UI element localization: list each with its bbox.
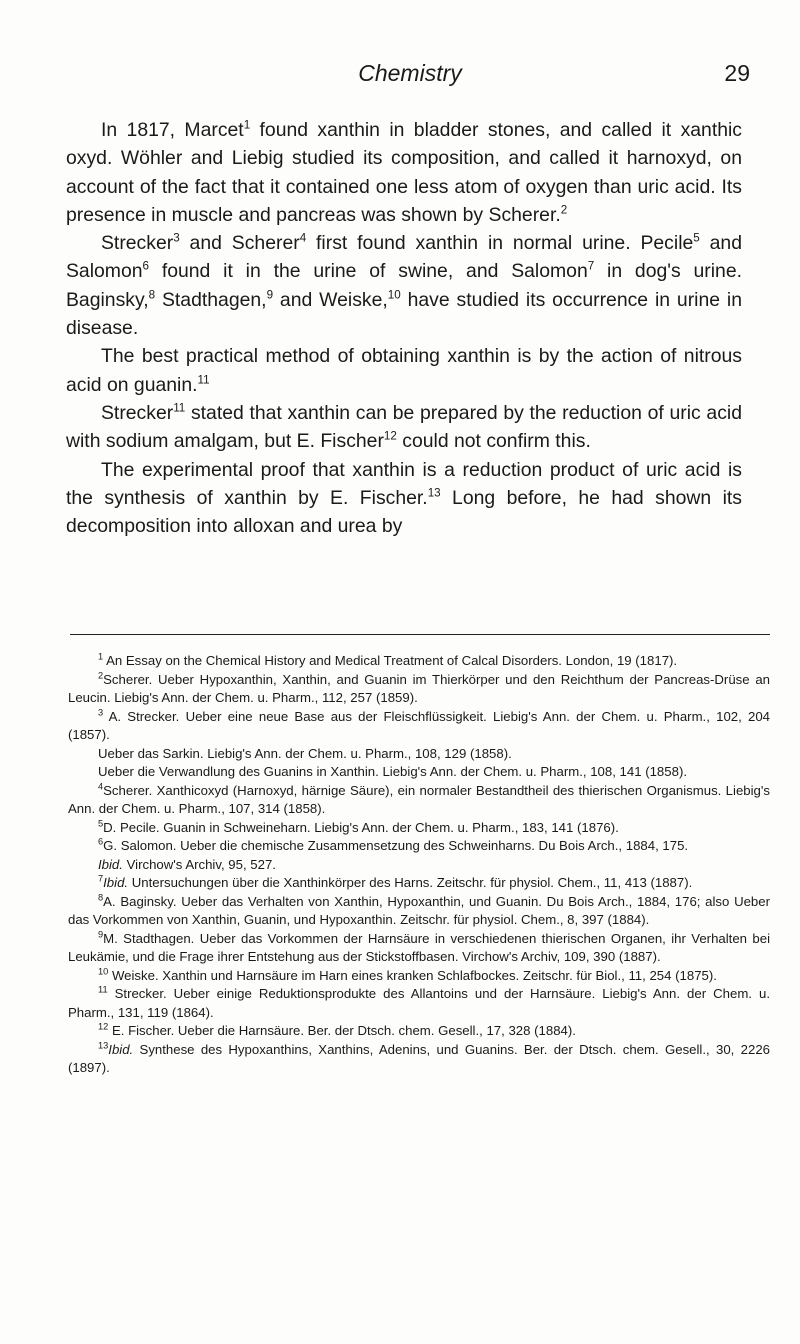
footnote-ref: 6 [142, 260, 149, 274]
footnote: $^5$D. Pecile. Guanin in Schweineharn. Liebig's Ann. der Chem. u. Pharm., 183, 141 (1876). [98, 818, 619, 835]
footnote: Ibid. Virchow's Archiv, 95, 527. [98, 856, 276, 872]
footnote-ref: 2 [560, 203, 568, 217]
footnote: $^6$G. Salomon. Ueber die chemische Zusammensetzung des Schweinharns. Du Bois Arch., 1884, 175. [98, 836, 689, 853]
footnote-ref: 7 [587, 260, 595, 274]
footnotes [68, 652, 770, 1078]
footnote-ref: 8 [148, 288, 156, 302]
footnote-ref: 10 [387, 288, 401, 302]
footnote-ref: 13 [427, 486, 441, 500]
footnote: $^4$Scherer. Xanthicoxyd (Harnoxyd, härnige Säure), ein normaler Bestandtheil des thierischen Organismus. Liebig's Ann. der Chem. u. Pharm., 107, 314 (1858). [68, 781, 770, 816]
footnote: $^3$ A. Strecker. Ueber eine neue Base aus der Fleischflüssigkeit. Liebig's Ann. der Chem. u. Pharm., 102, 204 (1857). [68, 707, 770, 742]
footnote: $^8$A. Baginsky. Ueber das Verhalten von Xanthin, Hypoxanthin, und Guanin. Du Bois Arch., 1884, 176; also Ueber das Vorkommen von Xanthin, Guanin, und Hypoxanthin. Zeitschr. für physiol. Chem., 8, 397 (1884). [68, 892, 770, 927]
footnote-ref: 11 [197, 373, 210, 387]
paragraph: Strecker$^{11}$ stated that xanthin can be prepared by the reduction of uric acid with sodium amalgam, but E. Fischer$^{12}$ could not confirm this. [66, 401, 742, 453]
footnote: $^9$M. Stadthagen. Ueber das Vorkommen der Harnsäure in verschiedenen thierischen Organen, ihr Verhalten bei Leukämie, und die Frage ihrer Entstehung aus der Stickstoffbasen. Virchow's Archiv, 109, 390 (1887). [68, 929, 770, 964]
footnote: Ueber das Sarkin. Liebig's Ann. der Chem. u. Pharm., 108, 129 (1858). [98, 745, 512, 761]
footnote: $^{11}$ Strecker. Ueber einige Reduktionsprodukte des Allantoins und der Harnsäure. Liebig's Ann. der Chem. u. Pharm., 131, 119 (1864). [68, 984, 770, 1020]
footnote-ref: 5 [693, 231, 700, 245]
footnote: $^7$Ibid. Untersuchungen über die Xanthinkörper des Harns. Zeitschr. für physiol. Chem., 11, 413 (1887). [98, 873, 693, 890]
footnote-ref: 12 [383, 429, 397, 443]
paragraph: In 1817, Marcet$^1$ found xanthin in bladder stones, and called it xanthic oxyd. Wöhler and Liebig studied its composition, and called it harnoxyd, on account of the fact that it contained one less atom of oxygen than uric acid. Its presence in muscle and pancreas was shown by Scherer.$^2$ [66, 118, 743, 226]
paragraph: The experimental proof that xanthin is a reduction product of uric acid is the synthesis of xanthin by E. Fischer.$^{13}$ Long before, he had shown its decomposition into alloxan and urea by [66, 458, 742, 538]
paragraph: The best practical method of obtaining xanthin is by the action of nitrous acid on guanin.$^{11}$ [66, 345, 742, 396]
footnote-ref: 11 [173, 401, 186, 415]
footnote: $^{12}$ E. Fischer. Ueber die Harnsäure. Ber. der Dtsch. chem. Gesell., 17, 328 (1884). [98, 1021, 576, 1038]
paragraph: Strecker$^3$ and Scherer$^4$ first found xanthin in normal urine. Pecile$^5$ and Salomon$^6$ found it in the urine of swine, and Salomon$^7$ in dog's urine. Baginsky,$^8$ Stadthagen,$^9$ and Weiske,$^{10}$ have studied its occurrence in urine in disease. [66, 231, 743, 340]
footnote: $^{10}$ Weiske. Xanthin und Harnsäure im Harn eines kranken Schlafbockes. Zeitschr. für Biol., 11, 254 (1875). [98, 966, 717, 983]
running-title: Chemistry [358, 60, 462, 86]
footnote-ref: 4 [299, 231, 307, 245]
footnote-ref: 3 [173, 231, 180, 245]
page-number: 29 [724, 60, 750, 86]
footnote: Ueber die Verwandlung des Guanins in Xanthin. Liebig's Ann. der Chem. u. Pharm., 108, 141 (1858). [98, 764, 687, 779]
footnote: $^{13}$Ibid. Synthese des Hypoxanthins, Xanthins, Adenins, und Guanins. Ber. der Dtsch. chem. Gesell., 30, 2226 (1897). [68, 1040, 770, 1075]
footnote-ref: 1 [243, 118, 251, 132]
footnote-ref: 9 [266, 288, 274, 302]
footnote-divider [70, 634, 770, 635]
footnote: $^1$ An Essay on the Chemical History and Medical Treatment of Calcal Disorders. London, 19 (1817). [98, 651, 678, 668]
footnote: $^2$Scherer. Ueber Hypoxanthin, Xanthin, and Guanin im Thierkörper und den Reichthum der Pancreas-Drüse an Leucin. Liebig's Ann. der Chem. u. Pharm., 112, 257 (1859). [68, 670, 770, 705]
page-header [70, 58, 750, 94]
main-text [66, 116, 742, 540]
